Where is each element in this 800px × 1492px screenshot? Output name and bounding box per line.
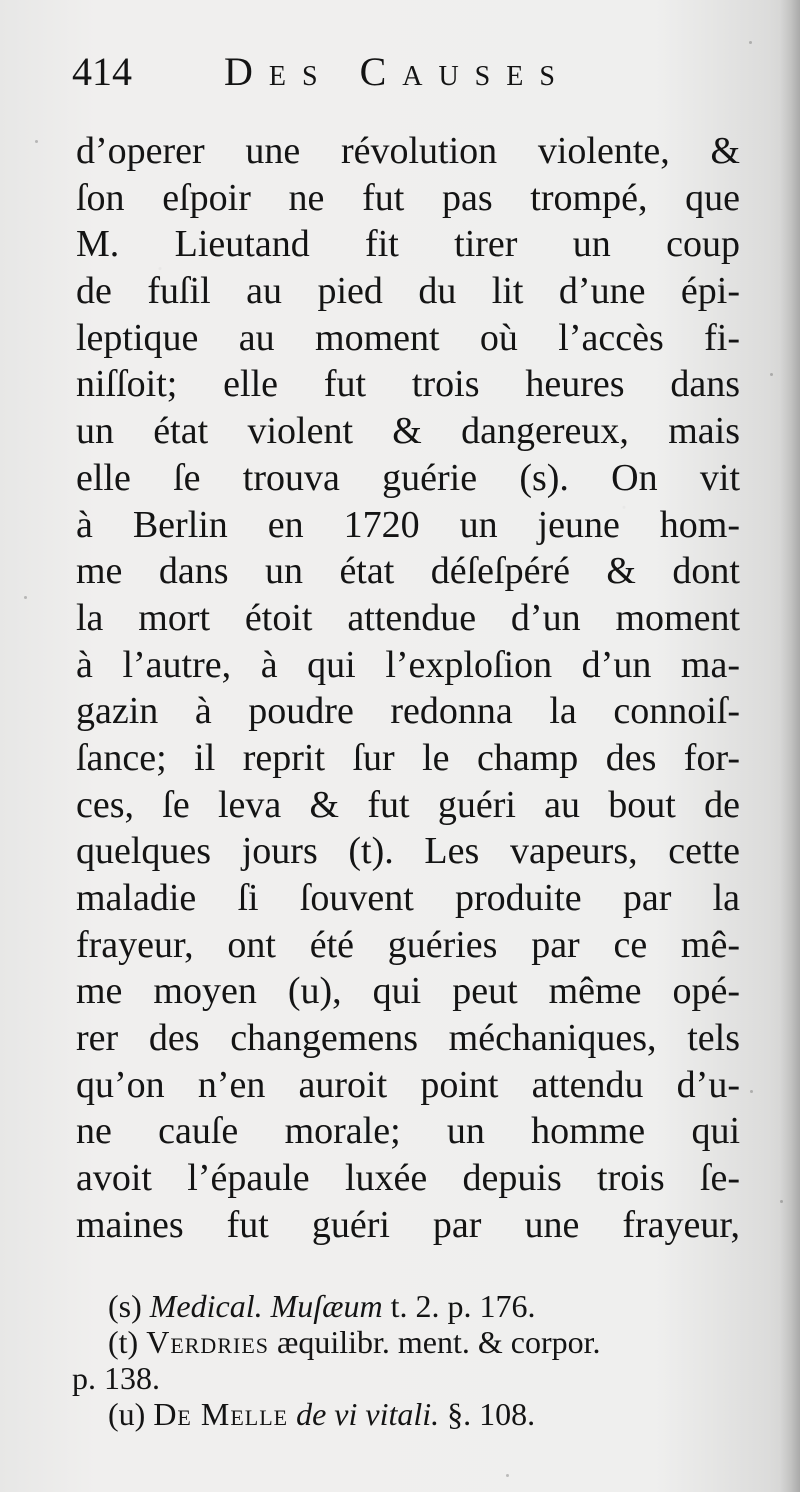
text-line: frayeur, ont été guéries par ce mê-: [76, 923, 740, 966]
footnote-u: [72, 1396, 744, 1432]
footnotes: [72, 1288, 744, 1432]
text-line: d’operer une révolution violente, &: [76, 130, 740, 172]
text-line: gazin à poudre redonna la connoiſ-: [76, 690, 740, 733]
text-line: me dans un état déſeſpéré & dont: [76, 550, 740, 593]
footnote-text: t. 2. p. 176.: [390, 1288, 536, 1324]
text-line: quelques jours (t). Les vapeurs, cette: [76, 830, 740, 873]
paper-speck: [750, 1090, 753, 1093]
text-line: elle ſe trouva guérie (s). On vit: [76, 456, 740, 499]
main-text: [76, 128, 740, 1249]
text-line: me moyen (u), qui peut même opé-: [76, 970, 740, 1013]
footnote-t-continuation: p. 138.: [72, 1360, 160, 1396]
paper-speck: [35, 140, 38, 143]
text-line: maines fut guéri par une frayeur,: [76, 1203, 740, 1246]
footnote-t: [72, 1324, 744, 1360]
text-line: à l’autre, à qui l’exploſion d’un ma-: [76, 643, 740, 686]
footnote-text: §. 108.: [447, 1396, 536, 1432]
footnote-author: Verdries: [146, 1324, 269, 1360]
page-header: [72, 48, 692, 108]
text-line: de fuſil au pied du lit d’une épi-: [76, 270, 740, 313]
text-line: ces, ſe leva & fut guéri au bout de: [76, 783, 740, 826]
footnote-mark: (t): [108, 1324, 139, 1360]
text-line: la mort étoit attendue d’un moment: [76, 596, 740, 639]
footnote-mark: (u): [108, 1396, 146, 1432]
text-line: un état violent & dangereux, mais: [76, 410, 740, 453]
paper-speck: [24, 596, 27, 599]
text-line: maladie ſi ſouvent produite par la: [76, 877, 740, 919]
text-line: à Berlin en 1720 un jeune hom-: [76, 503, 740, 546]
paper-speck: [506, 1474, 509, 1477]
paper-speck: [749, 41, 752, 44]
page-edge-shadow: [780, 0, 800, 1492]
page-number: 414: [72, 49, 132, 94]
text-line: avoit l’épaule luxée depuis trois ſe-: [76, 1157, 740, 1200]
footnote-s: [72, 1288, 744, 1324]
paper-speck: [770, 373, 773, 376]
footnote-source: Medical. Muſæum: [149, 1288, 383, 1324]
text-line: ſon eſpoir ne fut pas trompé, que: [76, 176, 740, 219]
paper-speck: [780, 1200, 783, 1203]
text-line: niſſoit; elle fut trois heures dans: [76, 363, 740, 406]
paper-speck: [720, 283, 723, 286]
footnote-mark: (s): [108, 1288, 142, 1324]
running-title: Des Causes: [224, 49, 571, 94]
text-line: M. Lieutand fit tirer un coup: [76, 223, 740, 266]
footnote-text: æquilibr. ment. & corpor.: [277, 1324, 601, 1360]
text-line: qu’on n’en auroit point attendu d’u-: [76, 1063, 740, 1106]
text-line: leptique au moment où l’accès fi-: [76, 316, 740, 359]
footnote-author: De Melle: [153, 1396, 289, 1432]
footnote-source: de vi vitali.: [296, 1396, 440, 1432]
text-line: ſance; il reprit ſur le champ des for-: [76, 736, 740, 779]
text-line: ne cauſe morale; un homme qui: [76, 1110, 740, 1153]
text-line: rer des changemens méchaniques, tels: [76, 1017, 740, 1060]
